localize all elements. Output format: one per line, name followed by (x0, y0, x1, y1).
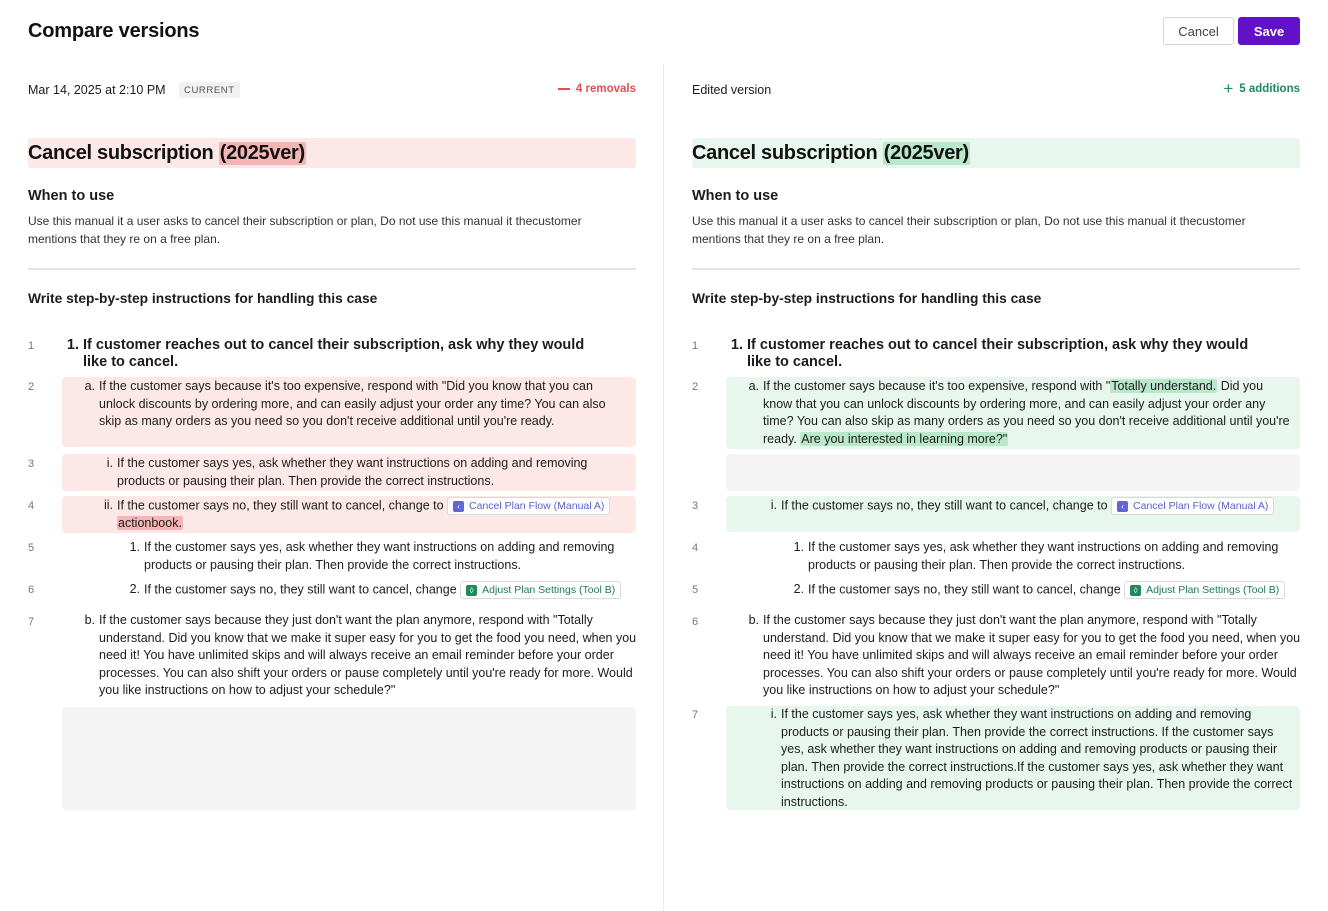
when-to-use-body: Use this manual it a user asks to cancel their subscription or plan, Do not use this manual it thecustomer mentions that they re on a free plan. (692, 214, 1246, 246)
line-number: 7 (28, 616, 35, 628)
doc-title-text: Cancel subscription (28, 141, 219, 164)
current-badge: CURRENT (179, 82, 240, 98)
line-number: 1 (28, 340, 35, 352)
section-divider (28, 268, 636, 270)
line-number: 2 (692, 381, 699, 393)
version-label: Edited version (692, 83, 772, 97)
removals-count (558, 83, 636, 95)
line-number: 1 (692, 340, 699, 352)
top-bar (0, 0, 1328, 64)
page-title: Compare versions (28, 20, 200, 42)
version-date: Mar 14, 2025 at 2:10 PM (28, 83, 166, 97)
line-number: 4 (692, 542, 699, 554)
current-version-pane (28, 64, 636, 911)
line-number: 2 (28, 381, 35, 393)
when-to-use-heading: When to use (692, 188, 779, 204)
save-button[interactable]: Save (1238, 17, 1300, 45)
list-item: a. If the customer says because it's too expensive, respond with "Did you know that you can unlock discounts by ordering more, and can easily adjust your order any time? You can also skip as many orders as you need so you don't receive additional until you're ready. (84, 379, 606, 428)
list-item: a. If the customer says because it's too expensive, respond with "Totally understand. Did you know that you can unlock discounts by ordering more, and can easily adjust your order any time? You can also skip as many orders as you need so you don't receive additional until you're ready. Are you interested in learning more?" (748, 379, 1290, 446)
line-number: 5 (692, 584, 699, 596)
additions-count (1223, 79, 1300, 98)
plus-icon: + (1223, 79, 1234, 98)
additions-label: 5 additions (1239, 83, 1300, 95)
manual-link-chip[interactable]: ‹ Cancel Plan Flow (Manual A) (1111, 497, 1274, 515)
minus-icon (558, 88, 570, 90)
doc-title (28, 138, 636, 168)
tool-icon: ◊ (1130, 585, 1141, 596)
list-item: i. If the customer says yes, ask whether they want instructions on adding and removing products or pausing their plan. Then provide the correct instructions. If the customer says yes, ask whether they want instructions on adding and removing products or pausing their plan. Then provide the correct instructions.If the customer says yes, ask whether they want instructions on adding and removing products or pausing their plan. Then provide the correct instructions. (770, 707, 1293, 809)
doc-title (692, 138, 1300, 168)
list-item: b. If the customer says because they just don't want the plan anymore, respond with "Totally understand. Did you know that we make it super easy for you to get the food you need, when you need it! You have unlimited skips and will always receive an email reminder before your order processes. You can also shift your orders or pause completely until you're ready for more. Would you like instructions on how to adjust your schedule?" (84, 613, 637, 697)
line-number: 7 (692, 709, 699, 721)
manual-link-chip[interactable]: ‹ Cancel Plan Flow (Manual A) (447, 497, 610, 515)
when-to-use-body: Use this manual it a user asks to cancel their subscription or plan, Do not use this manual it thecustomer mentions that they re on a free plan. (28, 214, 582, 246)
tool-link-chip[interactable]: ◊ Adjust Plan Settings (Tool B) (1124, 581, 1285, 599)
list-item: 1. If the customer says yes, ask whether they want instructions on adding and removing products or pausing their plan. Then provide the correct instructions. (793, 540, 1279, 572)
tool-link-chip[interactable]: ◊ Adjust Plan Settings (Tool B) (460, 581, 621, 599)
line-number: 6 (28, 584, 35, 596)
flow-icon: ‹ (453, 501, 464, 512)
added-text: Totally understand. (1111, 379, 1217, 393)
list-item: 1. If customer reaches out to cancel their subscription, ask why they would like to cancel. (66, 337, 585, 370)
list-item: i. If the customer says yes, ask whether they want instructions on adding and removing products or pausing their plan. Then provide the correct instructions. (106, 456, 588, 488)
line-number: 6 (692, 616, 699, 628)
section-divider (692, 268, 1300, 270)
added-text: Are you interested in learning more?" (801, 431, 1008, 446)
steps-heading: Write step-by-step instructions for handling this case (28, 291, 378, 306)
flow-icon: ‹ (1117, 501, 1128, 512)
removals-label: 4 removals (575, 83, 636, 95)
list-item: b. If the customer says because they just don't want the plan anymore, respond with "Totally understand. Did you know that we make it super easy for you to get the food you need, when you need it! You have unlimited skips and will always receive an email reminder before your order processes. You can also shift your orders or pause completely until you're ready for more. Would you like instructions on how to adjust your schedule?" (748, 613, 1301, 697)
line-number: 5 (28, 542, 35, 554)
list-item: 1. If the customer says yes, ask whether they want instructions on adding and removing products or pausing their plan. Then provide the correct instructions. (129, 540, 615, 572)
list-item: 2. If the customer says no, they still want to cancel, change ◊ Adjust Plan Settings (Tool B) (808, 581, 1300, 599)
empty-placeholder-block (726, 454, 1300, 491)
list-item: i. If the customer says no, they still want to cancel, change to ‹ Cancel Plan Flow (Manual A) (781, 497, 1296, 515)
cancel-button[interactable]: Cancel (1163, 17, 1234, 45)
tool-icon: ◊ (466, 585, 477, 596)
line-number: 3 (692, 500, 699, 512)
steps-heading: Write step-by-step instructions for handling this case (692, 291, 1042, 306)
list-item: ii. If the customer says no, they still want to cancel, change to ‹ Cancel Plan Flow (Manual A) actionbook. (117, 497, 632, 533)
line-number: 3 (28, 458, 35, 470)
pane-divider (663, 64, 664, 911)
edited-version-pane (692, 64, 1300, 911)
line-number: 4 (28, 500, 35, 512)
removed-text: (2025ver) (219, 141, 305, 164)
list-item: 2. If the customer says no, they still want to cancel, change ◊ Adjust Plan Settings (Tool B) (144, 581, 636, 599)
removed-text: actionbook. (118, 516, 182, 530)
doc-title-text: Cancel subscription (692, 141, 883, 164)
empty-placeholder-block (62, 707, 636, 810)
added-text: (2025ver) (883, 141, 969, 164)
when-to-use-heading: When to use (28, 188, 115, 204)
list-item: 1. If customer reaches out to cancel their subscription, ask why they would like to cancel. (730, 337, 1249, 370)
